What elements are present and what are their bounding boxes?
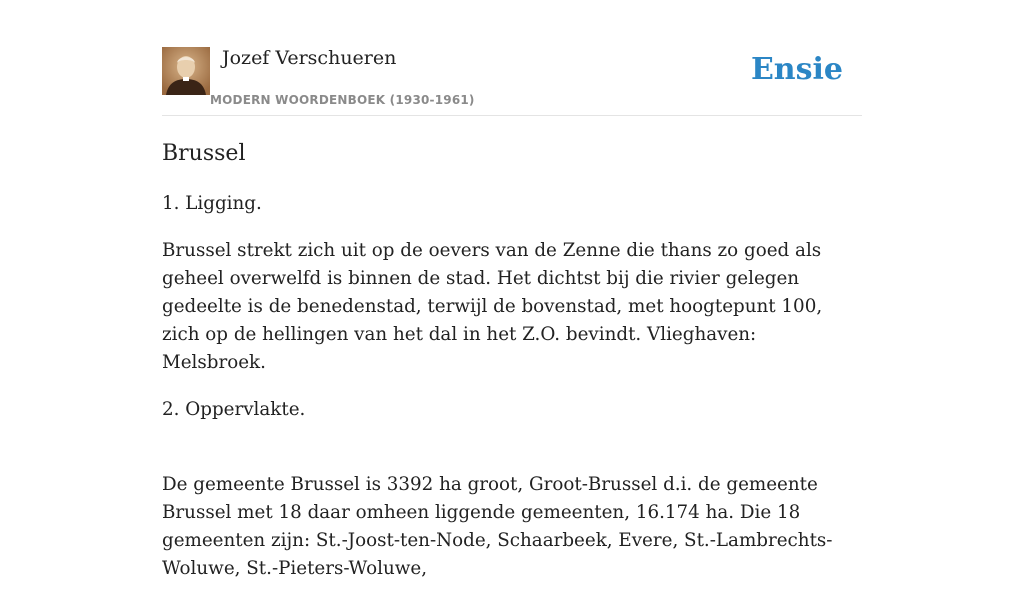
ensie-logo[interactable]: Ensie [750, 52, 843, 87]
article-title: Brussel [162, 141, 246, 166]
paragraph-spacer [162, 443, 862, 471]
author-avatar[interactable] [162, 47, 210, 95]
source-label[interactable]: MODERN WOORDENBOEK (1930-1961) [210, 93, 475, 107]
paragraph-ligging: Brussel strekt zich uit op de oevers van de Zenne die thans zo goed als geheel overwelfd is binnen de stad. Het dichtst bij die rivier gelegen gedeelte is de benedenstad, terwijl de bovenstad, met hoogtepunt 100, zich op de hellingen van het dal in het Z.O. bevindt. Vlieghaven: Melsbroek. [162, 240, 823, 373]
author-name[interactable]: Jozef Verschueren [222, 47, 397, 69]
article-body [162, 139, 862, 602]
header-divider [162, 115, 862, 116]
section-heading-oppervlakte: 2. Oppervlakte. [162, 399, 306, 420]
paragraph-oppervlakte: De gemeente Brussel is 3392 ha groot, Groot-Brussel d.i. de gemeente Brussel met 18 daar omheen liggende gemeenten, 16.174 ha. Die 18 gemeenten zijn: St.-Joost-ten-Node, Schaarbeek, Evere, St.-Lambrechts-Woluwe, St.-Pieters-Woluwe, [162, 474, 833, 579]
section-heading-ligging: 1. Ligging. [162, 193, 262, 214]
author-portrait-icon [162, 47, 210, 95]
